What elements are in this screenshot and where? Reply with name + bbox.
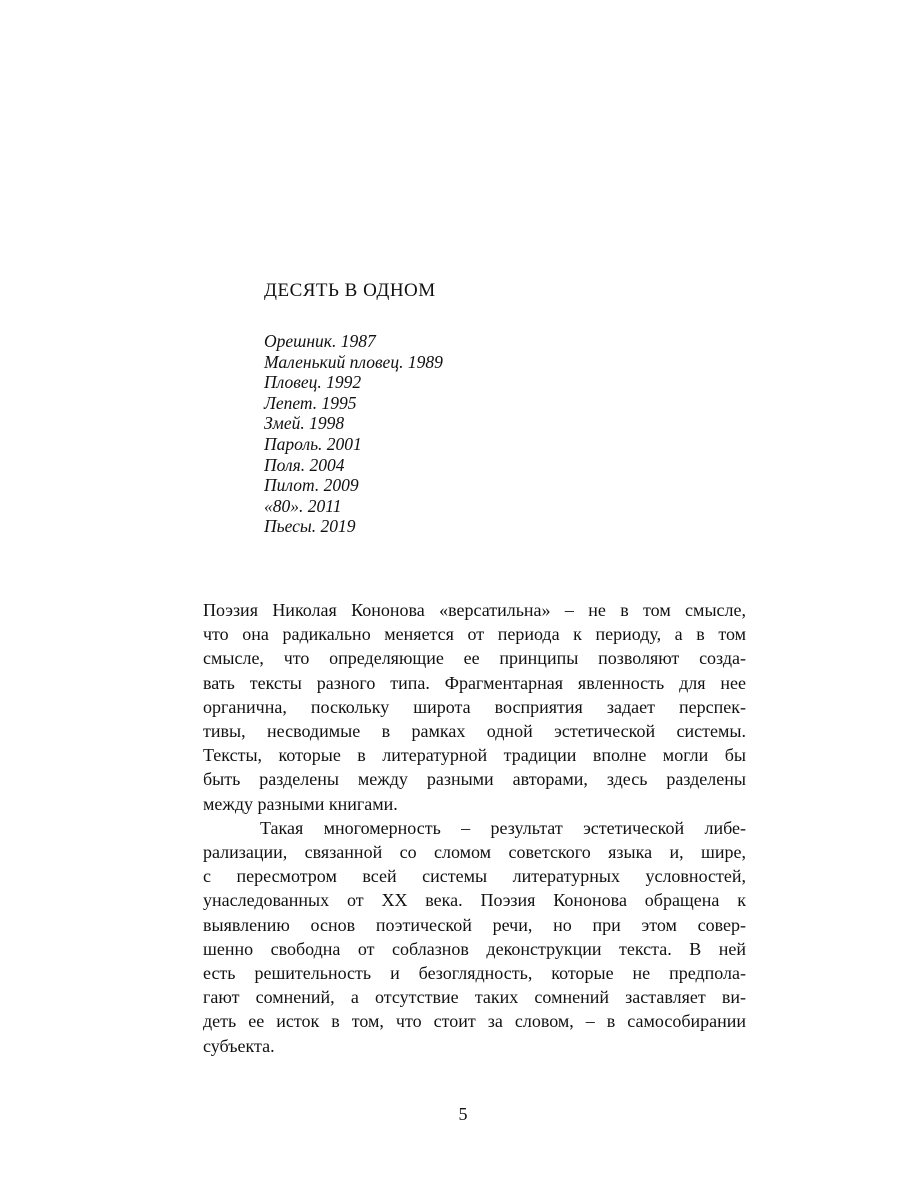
- book-list-item: Змей. 1998: [264, 413, 345, 434]
- text-line: что она радикально меняется от периода к периоду, а в том: [203, 624, 746, 645]
- text-line: Тексты, которые в литературной традиции вполне могли бы: [203, 745, 746, 766]
- text-line: с пересмотром всей системы литературных условностей,: [203, 866, 746, 887]
- text-line: быть разделены между разными авторами, здесь разделены: [203, 769, 746, 790]
- book-list-item: Лепет. 1995: [264, 392, 357, 413]
- text-line: деть ее исток в том, что стоит за словом, – в самособирании: [203, 1011, 746, 1032]
- text-line: выявлению основ поэтической речи, но при этом совер-: [203, 914, 746, 935]
- body-text: [203, 598, 746, 1058]
- book-list-item: Орешник. 1987: [264, 331, 376, 351]
- text-line: Поэзия Николая Кононова «версатильна» – не в том смысле,: [203, 600, 746, 620]
- book-list-item: «80». 2011: [264, 495, 342, 516]
- text-line: Такая многомерность – результат эстетической либе-: [260, 817, 746, 838]
- book-list-item: Пловец. 1992: [264, 372, 362, 393]
- text-line: вать тексты разного типа. Фрагментарная явленность для нее: [203, 672, 746, 693]
- text-line: между разными книгами.: [203, 793, 398, 814]
- book-list-item: Пьесы. 2019: [264, 516, 356, 537]
- text-line: смысле, что определяющие ее принципы позволяют созда-: [203, 648, 746, 669]
- text-line: субъекта.: [203, 1035, 275, 1056]
- text-line: гают сомнений, а отсутствие таких сомнений заставляет ви-: [203, 987, 746, 1008]
- text-line: тивы, несводимые в рамках одной эстетической системы.: [203, 721, 746, 742]
- book-list: [264, 331, 443, 537]
- book-list-item: Маленький пловец. 1989: [264, 351, 443, 372]
- book-list-item: Пилот. 2009: [264, 475, 359, 496]
- book-list-item: Поля. 2004: [264, 454, 345, 475]
- text-line: шенно свободна от соблазнов деконструкции текста. В ней: [203, 938, 746, 959]
- book-list-item: Пароль. 2001: [264, 433, 362, 454]
- paragraph: [203, 598, 746, 816]
- text-line: унаследованных от XX века. Поэзия Кононова обращена к: [203, 890, 746, 911]
- chapter-title: ДЕСЯТЬ В ОДНОМ: [264, 280, 436, 301]
- text-line: есть решительность и безоглядность, которые не предпола-: [203, 963, 746, 984]
- paragraph: [203, 816, 746, 1058]
- page-number: 5: [458, 1104, 468, 1124]
- text-line: органична, поскольку широта восприятия задает перспек-: [203, 696, 746, 717]
- text-line: рализации, связанной со сломом советского языка и, шире,: [203, 842, 746, 863]
